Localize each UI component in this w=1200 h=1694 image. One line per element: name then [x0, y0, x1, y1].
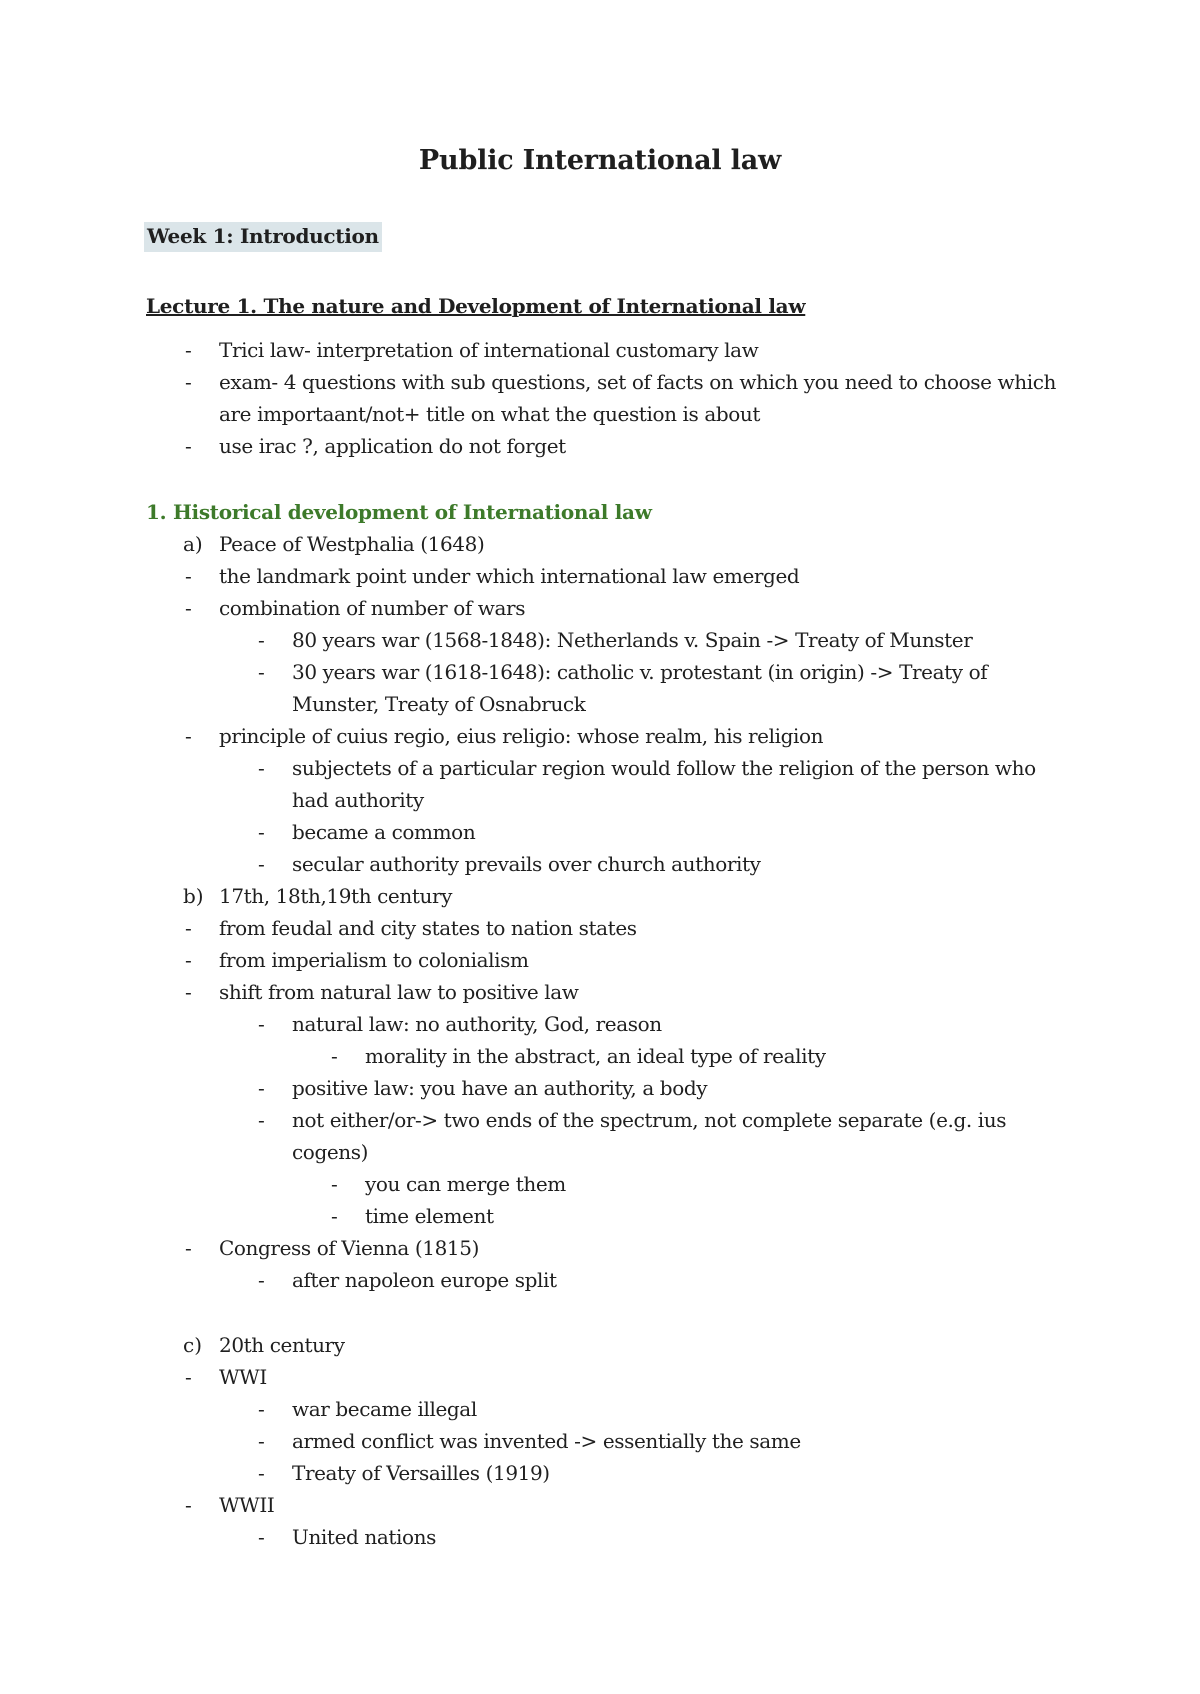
list-item: morality in the abstract, an ideal type of reality	[365, 1044, 826, 1068]
list-item: the landmark point under which international law emerged	[219, 564, 800, 588]
list-item: 80 years war (1568-1848): Netherlands v. Spain -> Treaty of Munster	[292, 628, 973, 652]
list-marker: -	[258, 1012, 265, 1036]
list-marker: -	[185, 564, 192, 588]
week-heading: Week 1: Introduction	[144, 222, 382, 252]
list-item: Congress of Vienna (1815)	[219, 1236, 479, 1260]
lecture-heading: Lecture 1. The nature and Development of International law	[146, 294, 806, 318]
list-item: Peace of Westphalia (1648)	[219, 532, 485, 556]
list-item: combination of number of wars	[219, 596, 526, 620]
list-item: United nations	[292, 1525, 436, 1549]
intro-item-continuation: are importaant/not+ title on what the question is about	[219, 402, 761, 426]
list-item: time element	[365, 1204, 494, 1228]
list-item: became a common	[292, 820, 476, 844]
list-marker: -	[185, 948, 192, 972]
list-marker: -	[331, 1204, 338, 1228]
list-marker: c)	[183, 1333, 203, 1357]
list-item: armed conflict was invented -> essentially the same	[292, 1429, 801, 1453]
list-item: secular authority prevails over church authority	[292, 852, 761, 876]
list-marker: -	[185, 980, 192, 1004]
bullet-dash: -	[185, 434, 192, 458]
intro-item: Trici law- interpretation of international customary law	[219, 338, 759, 362]
list-marker: -	[185, 596, 192, 620]
list-marker: -	[185, 1493, 192, 1517]
list-item: not either/or-> two ends of the spectrum, not complete separate (e.g. ius	[292, 1108, 1007, 1132]
list-marker: -	[258, 820, 265, 844]
list-item: natural law: no authority, God, reason	[292, 1012, 662, 1036]
list-item: after napoleon europe split	[292, 1268, 557, 1292]
list-marker: -	[258, 660, 265, 684]
list-item: positive law: you have an authority, a body	[292, 1076, 708, 1100]
list-item: subjectets of a particular region would follow the religion of the person who	[292, 756, 1036, 780]
list-item: 30 years war (1618-1648): catholic v. protestant (in origin) -> Treaty of	[292, 660, 988, 684]
intro-item: use irac ?, application do not forget	[219, 434, 566, 458]
list-marker: -	[185, 724, 192, 748]
list-marker: -	[258, 852, 265, 876]
list-item: principle of cuius regio, eius religio: whose realm, his religion	[219, 724, 824, 748]
list-marker: b)	[183, 884, 204, 908]
document-title: Public International law	[418, 145, 782, 176]
list-marker: -	[185, 1365, 192, 1389]
list-marker: -	[185, 1236, 192, 1260]
list-marker: -	[258, 1268, 265, 1292]
bullet-dash: -	[185, 338, 192, 362]
list-item-continuation: cogens)	[292, 1140, 369, 1164]
section-heading: 1. Historical development of International law	[146, 500, 652, 524]
list-item: from feudal and city states to nation states	[219, 916, 637, 940]
list-item: WWI	[219, 1365, 267, 1389]
list-item: WWII	[219, 1493, 275, 1517]
list-marker: -	[185, 916, 192, 940]
list-marker: -	[258, 1397, 265, 1421]
list-marker: -	[258, 628, 265, 652]
list-marker: -	[258, 1461, 265, 1485]
list-marker: -	[258, 1525, 265, 1549]
list-marker: -	[331, 1172, 338, 1196]
list-item-continuation: Munster, Treaty of Osnabruck	[292, 692, 586, 716]
intro-item: exam- 4 questions with sub questions, set of facts on which you need to choose which	[219, 370, 1056, 394]
list-item: war became illegal	[292, 1397, 477, 1421]
list-item: Treaty of Versailles (1919)	[292, 1461, 550, 1485]
list-marker: a)	[183, 532, 203, 556]
list-item: 17th, 18th,19th century	[219, 884, 453, 908]
list-marker: -	[258, 756, 265, 780]
list-marker: -	[258, 1076, 265, 1100]
list-item: from imperialism to colonialism	[219, 948, 529, 972]
list-item-continuation: had authority	[292, 788, 424, 812]
list-item: 20th century	[219, 1333, 345, 1357]
bullet-dash: -	[185, 370, 192, 394]
list-item: shift from natural law to positive law	[219, 980, 579, 1004]
list-marker: -	[258, 1429, 265, 1453]
list-item: you can merge them	[365, 1172, 566, 1196]
list-marker: -	[258, 1108, 265, 1132]
list-marker: -	[331, 1044, 338, 1068]
